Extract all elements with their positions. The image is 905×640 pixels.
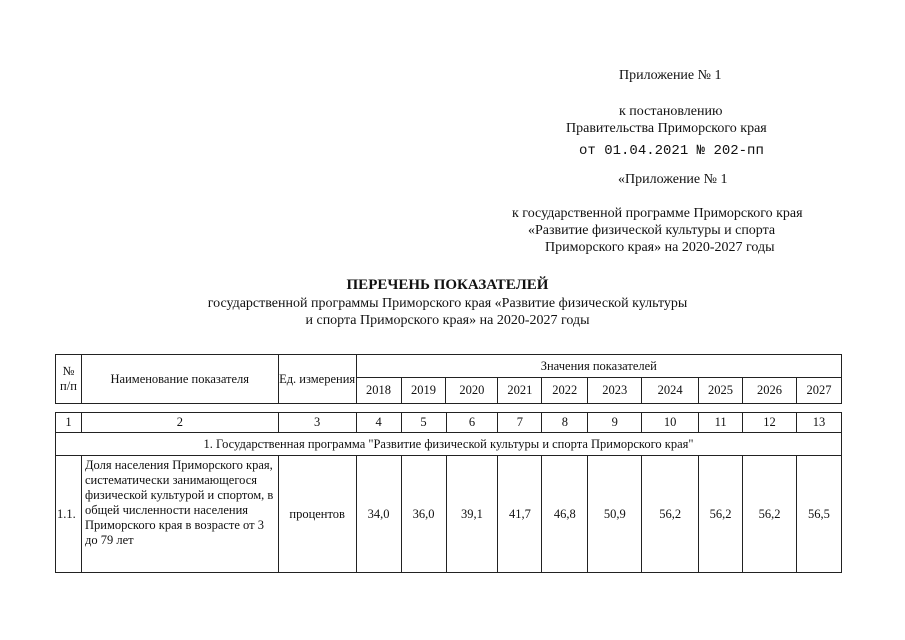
government-label: Правительства Приморского края: [566, 121, 767, 136]
row-number: 1.1.: [56, 456, 82, 573]
decree-prefix: от: [579, 143, 596, 159]
page-title: ПЕРЕЧЕНЬ ПОКАЗАТЕЛЕЙ: [346, 277, 549, 293]
value-cell: 56,2: [743, 456, 797, 573]
value-cell: 34,0: [356, 456, 401, 573]
indicator-unit: процентов: [278, 456, 356, 573]
column-header-name: Наименование показателя: [81, 355, 278, 404]
column-header-values: Значения показателей: [356, 355, 841, 378]
appendix-quote-label: «Приложение № 1: [618, 172, 728, 187]
year-header: 2023: [588, 378, 642, 404]
column-number: 10: [642, 413, 699, 433]
column-number: 1: [56, 413, 82, 433]
table-row: [56, 456, 842, 573]
column-number: 3: [278, 413, 356, 433]
year-header: 2024: [642, 378, 699, 404]
column-number: 2: [81, 413, 278, 433]
decree-line: [579, 143, 764, 159]
appendix-label: Приложение № 1: [619, 68, 722, 83]
year-header: 2021: [498, 378, 542, 404]
value-cell: 56,2: [642, 456, 699, 573]
decree-date: 01.04.2021: [604, 143, 689, 159]
column-number: 5: [401, 413, 446, 433]
column-number: 8: [542, 413, 588, 433]
value-cell: 39,1: [446, 456, 498, 573]
program-line-2: «Развитие физической культуры и спорта: [528, 223, 776, 238]
value-cell: 36,0: [401, 456, 446, 573]
value-cell: 56,2: [699, 456, 743, 573]
column-number: 9: [588, 413, 642, 433]
program-line-3: Приморского края» на 2020-2027 годы: [545, 240, 775, 255]
column-header-unit: Ед. измерения: [278, 355, 356, 404]
column-number: 13: [796, 413, 841, 433]
page-subtitle-1: государственной программы Приморского края «Развитие физической культуры: [207, 296, 688, 311]
value-cell: 50,9: [588, 456, 642, 573]
column-number: 11: [699, 413, 743, 433]
year-header: 2026: [743, 378, 797, 404]
indicators-header-table: [55, 354, 842, 404]
year-header: 2018: [356, 378, 401, 404]
column-number: 7: [498, 413, 542, 433]
year-header: 2022: [542, 378, 588, 404]
year-header: 2027: [796, 378, 841, 404]
program-line-1: к государственной программе Приморского края: [512, 206, 803, 221]
column-number: 6: [446, 413, 498, 433]
section-header: 1. Государственная программа "Развитие физической культуры и спорта Приморского края": [56, 433, 842, 456]
year-header: 2019: [401, 378, 446, 404]
year-header: 2020: [446, 378, 498, 404]
page-subtitle-2: и спорта Приморского края» на 2020-2027 годы: [305, 313, 590, 328]
value-cell: 46,8: [542, 456, 588, 573]
column-number: 4: [356, 413, 401, 433]
value-cell: 56,5: [796, 456, 841, 573]
decree-number-sign: №: [696, 143, 706, 159]
decree-number: 202-пп: [713, 143, 764, 159]
value-cell: 41,7: [498, 456, 542, 573]
year-header: 2025: [699, 378, 743, 404]
column-number: 12: [743, 413, 797, 433]
resolution-label: к постановлению: [619, 104, 723, 119]
indicators-body-table: [55, 412, 842, 573]
column-header-number: № п/п: [56, 355, 82, 404]
indicator-name: Доля населения Приморского края, систематически занимающегося физической культурой и спортом, в общей численности населения Приморского края в возрасте от 3 до 79 лет: [81, 456, 278, 573]
